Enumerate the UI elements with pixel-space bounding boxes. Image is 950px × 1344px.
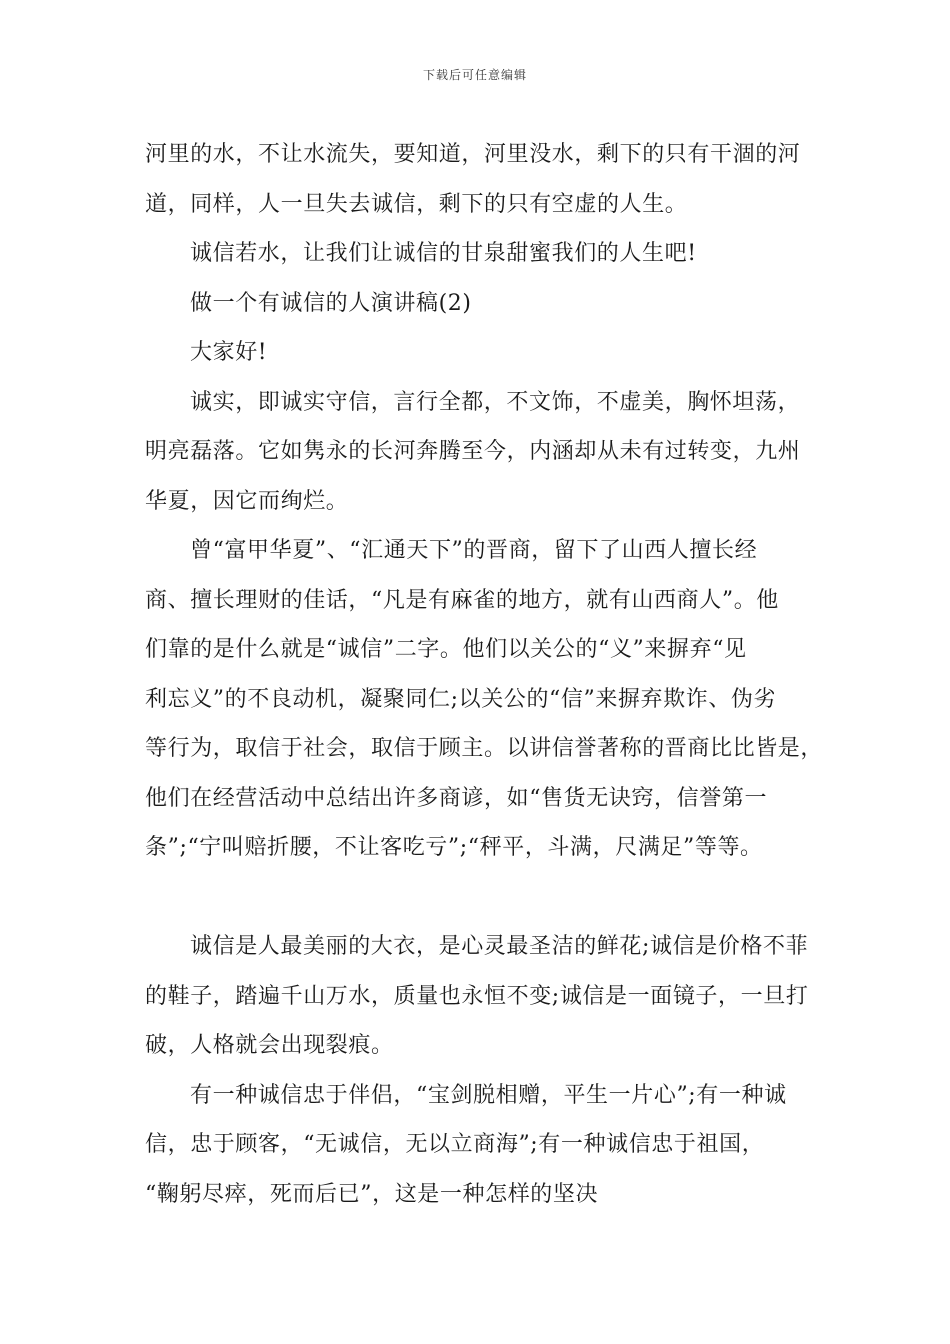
paragraph-line: 诚实，即诚实守信，言行全都，不文饰，不虚美，胸怀坦荡， [190, 389, 801, 415]
paragraph-line: 信，忠于顾客，“无诚信，无以立商海”;有一种诚信忠于祖国， [145, 1132, 765, 1157]
paragraph-line: “鞠躬尽瘁，死而后已”，这是一种怎样的坚决 [145, 1181, 599, 1207]
paragraph-line: 明亮磊落。它如隽永的长河奔腾至今，内涵却从未有过转变，九州 [145, 439, 801, 464]
paragraph-line: 华夏，因它而绚烂。 [145, 488, 349, 514]
page-header: 下载后可任意编辑 [422, 68, 527, 82]
paragraph-line: 的鞋子，踏遍千山万水，质量也永恒不变;诚信是一面镜子，一旦打 [145, 983, 809, 1009]
paragraph-line: 曾“富甲华夏”、“汇通天下”的晋商，留下了山西人擅长经 [190, 538, 758, 563]
paragraph-gap [145, 873, 810, 923]
paragraph-line: 诚信若水，让我们让诚信的甘泉甜蜜我们的人生吧! [190, 241, 697, 266]
paragraph-line: 道，同样，人一旦失去诚信，剩下的只有空虚的人生。 [145, 191, 688, 217]
paragraph-line: 他们在经营活动中总结出许多商谚，如“售货无诀窍，信誉第一 [145, 785, 768, 811]
paragraph-line: 利忘义”的不良动机，凝聚同仁;以关公的“信”来摒弃欺诈、伪劣 [145, 686, 777, 712]
paragraph-line: 等行为，取信于社会，取信于顾主。以讲信誉著称的晋商比比皆是， [145, 736, 824, 761]
section-title: 做一个有诚信的人演讲稿(2) [190, 290, 472, 316]
paragraph-line: 破，人格就会出现裂痕。 [145, 1033, 394, 1058]
body-text [145, 130, 824, 1219]
paragraph-line: 河里的水，不让水流失，要知道，河里没水，剩下的只有干涸的河 [145, 142, 801, 167]
paragraph-line: 商、擅长理财的佳话，“凡是有麻雀的地方，就有山西商人”。他 [145, 587, 779, 613]
greeting: 大家好! [190, 340, 268, 365]
paragraph-line: 诚信是人最美丽的大衣，是心灵最圣洁的鲜花;诚信是价格不菲 [190, 934, 809, 959]
paragraph-line: 有一种诚信忠于伴侣，“宝剑脱相赠，平生一片心”;有一种诚 [190, 1082, 787, 1108]
paragraph-line: 们靠的是什么就是“诚信”二字。他们以关公的“义”来摒弃“见 [145, 637, 747, 662]
paragraph-line: 条”;“宁叫赔折腰，不让客吃亏”;“秤平，斗满，尺满足”等等。 [145, 835, 763, 860]
